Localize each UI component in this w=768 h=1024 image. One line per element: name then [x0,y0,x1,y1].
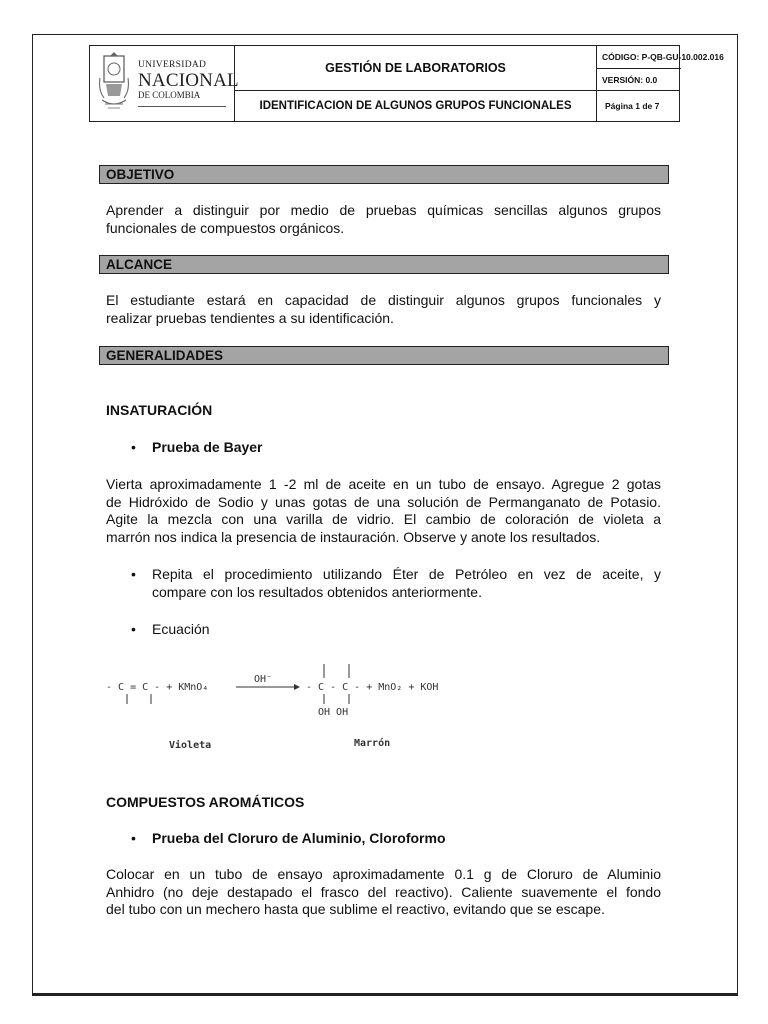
bullet-dot: • [131,566,136,582]
header-title: GESTIÓN DE LABORATORIOS [235,46,597,91]
bullet-dot: • [131,621,136,637]
text-line: de Hidróxido de Sodio y unas gotas de una solución de Permanganato de Potasio. [106,493,661,510]
objetivo-paragraph [106,202,661,237]
text-line: compare con los resultados obtenidos anteriormente. [152,583,482,600]
text-line: Aprender a distinguir por medio de pruebas químicas sencillas algunos grupos [106,202,661,218]
text-line: Anhidro (no deje destapado el frasco del reactivo). Caliente suavemente el fondo [106,883,661,900]
equation-label-marron: Marrón [354,738,391,749]
equation-product: - C - C - + MnO₂ + KOH [306,682,439,693]
document-code: CÓDIGO: P-QB-GU-10.002.016 [597,46,681,69]
bayer-reaction-equation [106,652,476,760]
section-bar-alcance: ALCANCE [99,255,669,274]
text-line: del tubo con un mechero hasta que sublime el reactivo, evitando que se escape. [106,901,605,917]
heading-compuestos-aromaticos: COMPUESTOS AROMÁTICOS [106,794,305,810]
bullet-text-block [152,566,661,601]
equation-label-violeta: Violeta [169,740,212,751]
text-line: Agite la mezcla con una varilla de vidrio. El cambio de coloración de violeta a [106,511,661,527]
aromaticos-paragraph [106,866,661,919]
text-line: realizar pruebas tendientes a su identificación. [106,309,394,326]
university-seal-icon [96,50,132,116]
section-bar-objetivo: OBJETIVO [99,165,669,184]
bullet-text: Prueba de Bayer [152,439,263,455]
text-line: marrón nos indica la presencia de instauración. Observe y anote los resultados. [106,528,601,545]
equation-catalyst: OH⁻ [254,674,273,685]
text-line: El estudiante estará en capacidad de distinguir algunos grupos funcionales y [106,292,661,308]
bullet-dot: • [131,830,136,846]
university-name-line3: DE COLOMBIA [138,90,201,100]
alcance-paragraph [106,292,661,327]
page-number: Página 1 de 7 [605,101,660,111]
bullet-text: Prueba del Cloruro de Aluminio, Cloroformo [152,830,446,846]
text-line: Colocar en un tubo de ensayo aproximadamente 0.1 g de Cloruro de Aluminio [106,866,661,882]
page-bottom-rule [32,994,738,996]
equation-reactant: - C = C - + KMnO₄ [106,682,209,693]
section-bar-generalidades: GENERALIDADES [99,346,669,365]
logo-rule [138,106,226,107]
bullet-dot: • [131,439,136,455]
equation-oh-groups: OH OH [318,707,349,718]
university-logo [90,46,239,121]
university-name-line1: UNIVERSIDAD [138,60,207,70]
document-header-table [89,45,724,122]
bullet-text: Ecuación [152,621,210,637]
header-subtitle: IDENTIFICACION DE ALGUNOS GRUPOS FUNCIONALES [235,91,597,121]
document-version: VERSIÓN: 0.0 [597,69,679,91]
text-line: Vierta aproximadamente 1 -2 ml de aceite en un tubo de ensayo. Agregue 2 gotas [106,476,661,492]
text-line: funcionales de compuestos orgánicos. [106,219,345,236]
bayer-paragraph [106,476,661,546]
heading-insaturacion: INSATURACIÓN [106,402,213,418]
university-name-line2: NACIONAL [138,70,239,91]
text-line: Repita el procedimiento utilizando Éter de Petróleo en vez de aceite, y [152,566,661,582]
